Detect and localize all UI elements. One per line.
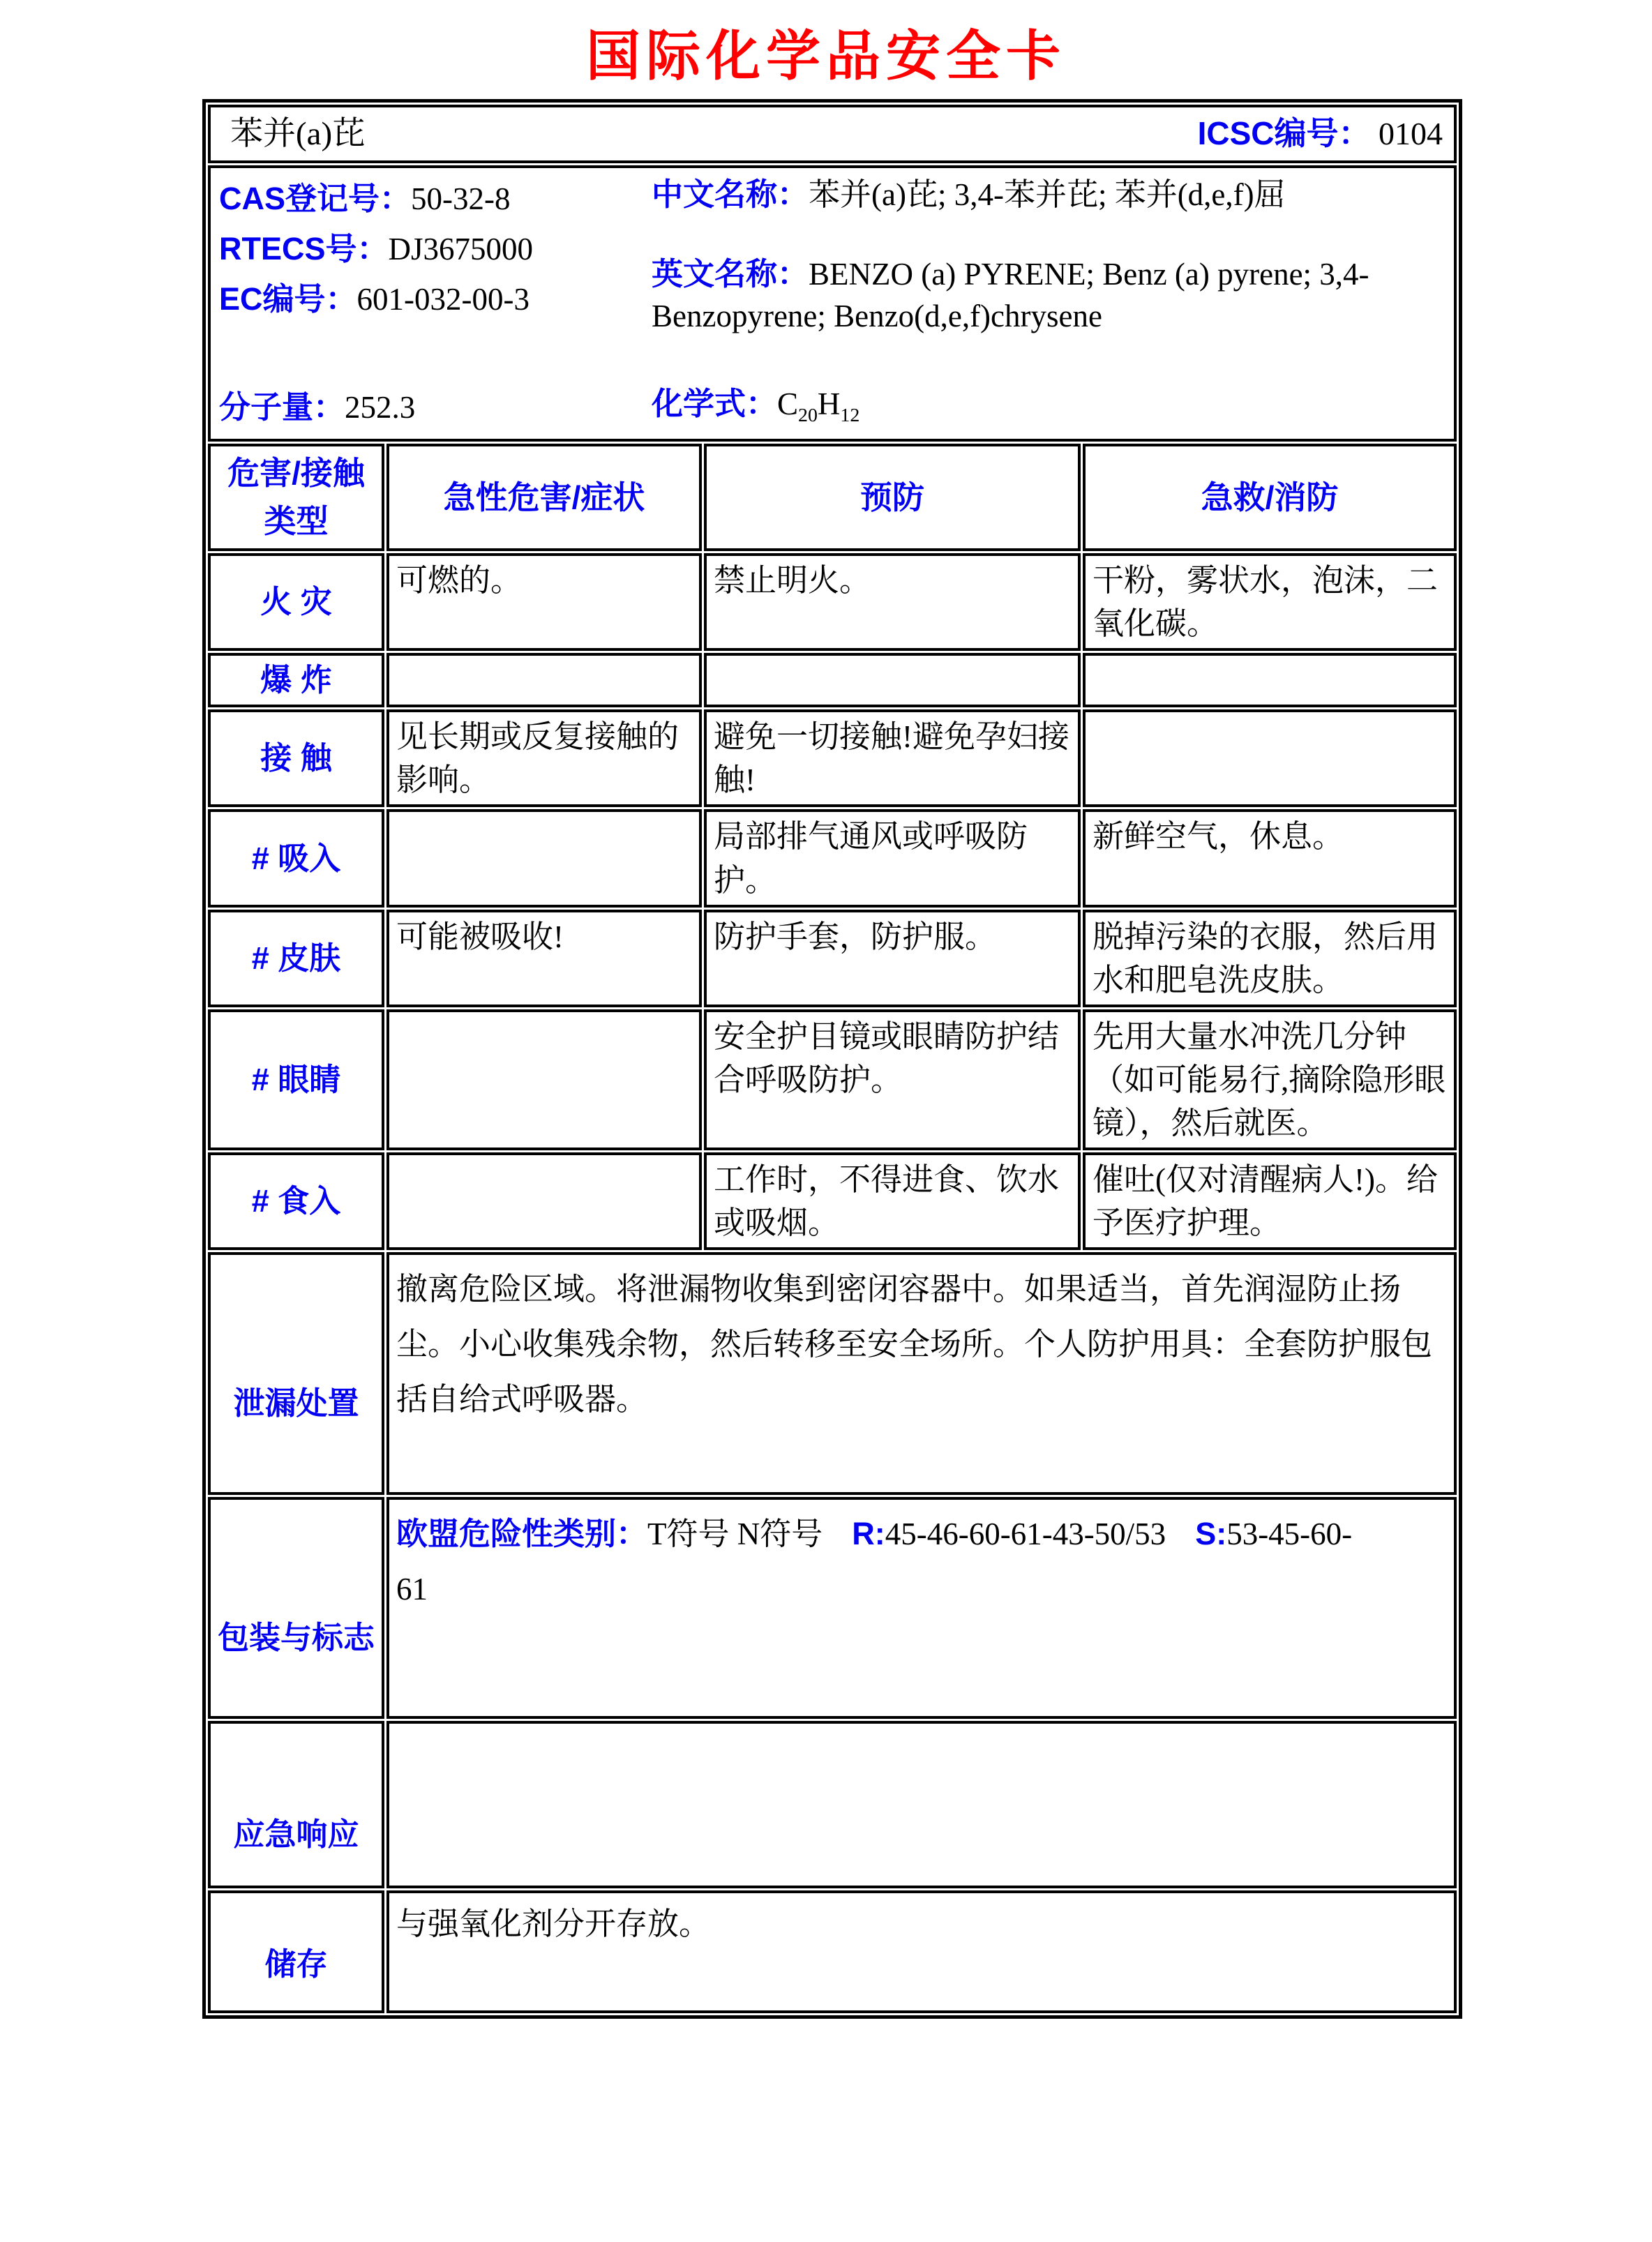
cas-line — [219, 174, 652, 224]
safety-card — [202, 99, 1455, 2019]
ec-line — [219, 274, 652, 324]
row-label-fire: 火 灾 — [208, 553, 384, 651]
section-row-storage — [208, 1890, 1457, 2013]
eyes-prevention: 安全护目镜或眼睛防护结合呼吸防护。 — [704, 1009, 1081, 1150]
english-name-value: BENZO (a) PYRENE; Benz (a) pyrene; 3,4-Benzopyrene; Benzo(d,e,f)chrysene — [652, 257, 1369, 333]
hazard-row-fire — [208, 553, 1457, 651]
chinese-name-value: 苯并(a)芘; 3,4-苯并芘; 苯并(d,e,f)屈 — [809, 177, 1286, 212]
formula-line — [652, 382, 1446, 434]
english-name-label: 英文名称： — [652, 256, 809, 292]
inhalation-symptoms — [386, 809, 702, 907]
row-label-ingestion: # 食入 — [208, 1152, 384, 1250]
inhalation-response: 新鲜空气，休息。 — [1083, 809, 1457, 907]
row-label-skin: # 皮肤 — [208, 910, 384, 1007]
eyes-symptoms — [386, 1009, 702, 1150]
packaging-eu-class-label: 欧盟危险性类别： — [396, 1516, 648, 1552]
cas-label: CAS登记号： — [219, 181, 412, 216]
hazard-row-eyes — [208, 1009, 1457, 1150]
icsc-table — [202, 99, 1462, 2019]
emergency-content — [386, 1721, 1457, 1888]
formula-subscript-2: 12 — [840, 404, 860, 426]
english-name-line — [652, 253, 1446, 337]
section-label-storage: 储存 — [208, 1890, 384, 2013]
exposure-prevention: 避免一切接触!避免孕妇接触! — [704, 709, 1081, 807]
header-hazard-type: 危害/接触类型 — [208, 444, 384, 551]
cas-value: 50-32-8 — [411, 181, 511, 216]
skin-response: 脱掉污染的衣服，然后用水和肥皂洗皮肤。 — [1083, 910, 1457, 1007]
section-label-spill: 泄漏处置 — [208, 1252, 384, 1495]
molecular-weight-line — [219, 386, 652, 433]
identifiers-row — [208, 165, 1457, 442]
packaging-content — [386, 1497, 1457, 1719]
exposure-response — [1083, 709, 1457, 807]
fire-response: 干粉，雾状水，泡沫，二氧化碳。 — [1083, 553, 1457, 651]
hazard-row-ingestion — [208, 1152, 1457, 1250]
section-row-packaging — [208, 1497, 1457, 1719]
header-prevention: 预防 — [704, 444, 1081, 551]
packaging-eu-class-value: T符号 N符号 — [647, 1517, 823, 1552]
ec-value: 601-032-00-3 — [356, 282, 530, 317]
spill-content: 撤离危险区域。将泄漏物收集到密闭容器中。如果适当，首先润湿防止扬尘。小心收集残余物，然后转移至安全场所。个人防护用具：全套防护服包括自给式呼吸器。 — [386, 1252, 1457, 1495]
title-row-cell — [208, 105, 1457, 163]
header-acute-symptoms: 急性危害/症状 — [386, 444, 702, 551]
exposure-symptoms: 见长期或反复接触的影响。 — [386, 709, 702, 807]
section-label-emergency: 应急响应 — [208, 1721, 384, 1888]
molecular-weight-label: 分子量： — [219, 389, 345, 425]
storage-content: 与强氧化剂分开存放。 — [386, 1890, 1457, 2013]
packaging-r-value: 45-46-60-61-43-50/53 — [885, 1517, 1166, 1552]
rtecs-value: DJ3675000 — [388, 232, 534, 267]
row-label-eyes: # 眼睛 — [208, 1009, 384, 1150]
section-row-spill — [208, 1252, 1457, 1495]
row-label-inhalation: # 吸入 — [208, 809, 384, 907]
packaging-r-label: R: — [852, 1516, 885, 1552]
formula-subscript-1: 20 — [798, 404, 818, 426]
skin-prevention: 防护手套，防护服。 — [704, 910, 1081, 1007]
chinese-name-label: 中文名称： — [652, 176, 809, 212]
explosion-symptoms — [386, 653, 702, 707]
row-label-exposure: 接 触 — [208, 709, 384, 807]
ec-label: EC编号： — [219, 281, 357, 317]
packaging-s-value: 53-45-60-61 — [396, 1517, 1353, 1607]
fire-prevention: 禁止明火。 — [704, 553, 1081, 651]
hazard-row-exposure — [208, 709, 1457, 807]
formula-label: 化学式： — [652, 385, 778, 421]
formula-value: $C_{20}H_{12}$ — [777, 386, 860, 426]
ingestion-symptoms — [386, 1152, 702, 1250]
names-block — [652, 174, 1446, 337]
explosion-response — [1083, 653, 1457, 707]
page-title: 国际化学品安全卡 — [585, 25, 1066, 86]
header-first-aid: 急救/消防 — [1083, 444, 1457, 551]
explosion-prevention — [704, 653, 1081, 707]
row-label-explosion: 爆 炸 — [208, 653, 384, 707]
hazard-row-inhalation — [208, 809, 1457, 907]
skin-symptoms: 可能被吸收! — [386, 910, 702, 1007]
identifiers-cell — [208, 165, 1457, 442]
icsc-number-value: 0104 — [1379, 115, 1443, 151]
icsc-number-label: ICSC编号： — [1197, 114, 1371, 151]
hazard-header-row — [208, 444, 1457, 551]
section-row-emergency — [208, 1721, 1457, 1888]
fire-symptoms: 可燃的。 — [386, 553, 702, 651]
rtecs-label: RTECS号： — [219, 231, 389, 267]
hazard-row-explosion — [208, 653, 1457, 707]
title-row — [208, 105, 1457, 163]
substance-name: 苯并(a)芘 — [230, 115, 366, 152]
eyes-response: 先用大量水冲洗几分钟（如可能易行,摘除隐形眼镜），然后就医。 — [1083, 1009, 1457, 1150]
hazard-row-skin — [208, 910, 1457, 1007]
rtecs-line — [219, 224, 652, 274]
registry-block — [219, 174, 652, 324]
molecular-weight-value: 252.3 — [345, 389, 416, 425]
inhalation-prevention: 局部排气通风或呼吸防护。 — [704, 809, 1081, 907]
packaging-s-label: S: — [1195, 1516, 1227, 1552]
ingestion-response: 催吐(仅对清醒病人!)。给予医疗护理。 — [1083, 1152, 1457, 1250]
ingestion-prevention: 工作时，不得进食、饮水或吸烟。 — [704, 1152, 1081, 1250]
section-label-packaging: 包装与标志 — [208, 1497, 384, 1719]
chinese-name-line — [652, 174, 1446, 216]
